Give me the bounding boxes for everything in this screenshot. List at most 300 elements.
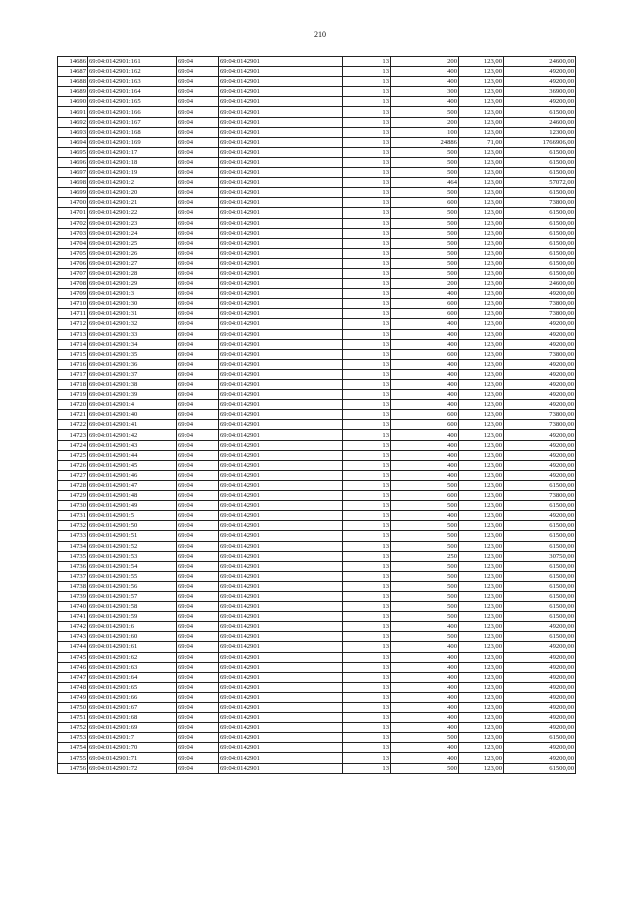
cadastral-value-cell: 49200,00 bbox=[504, 753, 576, 763]
cadastral-block-cell: 69:04:0142901 bbox=[219, 612, 343, 622]
cadastral-number-cell: 69:04:0142901:165 bbox=[88, 97, 177, 107]
group-code-cell: 13 bbox=[343, 319, 391, 329]
specific-value-cell: 123,00 bbox=[459, 743, 504, 753]
area-cell: 600 bbox=[391, 309, 459, 319]
table-row bbox=[58, 460, 576, 470]
cadastral-block-cell: 69:04:0142901 bbox=[219, 77, 343, 87]
area-cell: 400 bbox=[391, 622, 459, 632]
specific-value-cell: 123,00 bbox=[459, 632, 504, 642]
area-cell: 400 bbox=[391, 369, 459, 379]
table-row bbox=[58, 622, 576, 632]
row-number-cell: 14712 bbox=[58, 319, 88, 329]
cadastral-number-cell: 69:04:0142901:6 bbox=[88, 622, 177, 632]
cadastral-block-cell: 69:04:0142901 bbox=[219, 268, 343, 278]
cadastral-block-cell: 69:04:0142901 bbox=[219, 591, 343, 601]
cadastral-value-cell: 73800,00 bbox=[504, 491, 576, 501]
row-number-cell: 14713 bbox=[58, 329, 88, 339]
group-code-cell: 13 bbox=[343, 491, 391, 501]
table-row bbox=[58, 147, 576, 157]
cadastral-number-cell: 69:04:0142901:52 bbox=[88, 541, 177, 551]
row-number-cell: 14724 bbox=[58, 440, 88, 450]
table-row bbox=[58, 188, 576, 198]
row-number-cell: 14699 bbox=[58, 188, 88, 198]
cadastral-block-cell: 69:04:0142901 bbox=[219, 319, 343, 329]
group-code-cell: 13 bbox=[343, 662, 391, 672]
cadastral-number-cell: 69:04:0142901:162 bbox=[88, 67, 177, 77]
cadastral-block-cell: 69:04:0142901 bbox=[219, 228, 343, 238]
table-row bbox=[58, 723, 576, 733]
cadastral-value-cell: 73800,00 bbox=[504, 410, 576, 420]
cadastral-number-cell: 69:04:0142901:41 bbox=[88, 420, 177, 430]
cadastral-value-cell: 49200,00 bbox=[504, 329, 576, 339]
cadastral-number-cell: 69:04:0142901:42 bbox=[88, 430, 177, 440]
area-cell: 300 bbox=[391, 87, 459, 97]
row-number-cell: 14731 bbox=[58, 511, 88, 521]
row-number-cell: 14745 bbox=[58, 652, 88, 662]
specific-value-cell: 123,00 bbox=[459, 672, 504, 682]
cadastral-block-cell: 69:04:0142901 bbox=[219, 511, 343, 521]
cadastral-value-cell: 49200,00 bbox=[504, 400, 576, 410]
table-row bbox=[58, 692, 576, 702]
area-cell: 400 bbox=[391, 319, 459, 329]
cadastral-value-cell: 61500,00 bbox=[504, 561, 576, 571]
specific-value-cell: 123,00 bbox=[459, 460, 504, 470]
cadastral-number-cell: 69:04:0142901:54 bbox=[88, 561, 177, 571]
row-number-cell: 14718 bbox=[58, 380, 88, 390]
group-code-cell: 13 bbox=[343, 208, 391, 218]
group-code-cell: 13 bbox=[343, 460, 391, 470]
specific-value-cell: 123,00 bbox=[459, 763, 504, 773]
cadastral-block-cell: 69:04:0142901 bbox=[219, 289, 343, 299]
specific-value-cell: 123,00 bbox=[459, 470, 504, 480]
area-cell: 500 bbox=[391, 602, 459, 612]
specific-value-cell: 123,00 bbox=[459, 289, 504, 299]
district-code-cell: 69:04 bbox=[177, 238, 219, 248]
table-row bbox=[58, 67, 576, 77]
cadastral-block-cell: 69:04:0142901 bbox=[219, 450, 343, 460]
cadastral-number-cell: 69:04:0142901:37 bbox=[88, 369, 177, 379]
table-row bbox=[58, 268, 576, 278]
group-code-cell: 13 bbox=[343, 632, 391, 642]
area-cell: 400 bbox=[391, 511, 459, 521]
district-code-cell: 69:04 bbox=[177, 652, 219, 662]
cadastral-block-cell: 69:04:0142901 bbox=[219, 571, 343, 581]
cadastral-block-cell: 69:04:0142901 bbox=[219, 713, 343, 723]
cadastral-value-cell: 61500,00 bbox=[504, 541, 576, 551]
cadastral-number-cell: 69:04:0142901:56 bbox=[88, 581, 177, 591]
area-cell: 400 bbox=[391, 470, 459, 480]
table-row bbox=[58, 733, 576, 743]
cadastral-block-cell: 69:04:0142901 bbox=[219, 501, 343, 511]
row-number-cell: 14723 bbox=[58, 430, 88, 440]
specific-value-cell: 123,00 bbox=[459, 541, 504, 551]
district-code-cell: 69:04 bbox=[177, 743, 219, 753]
cadastral-value-cell: 49200,00 bbox=[504, 470, 576, 480]
cadastral-number-cell: 69:04:0142901:163 bbox=[88, 77, 177, 87]
row-number-cell: 14750 bbox=[58, 703, 88, 713]
cadastral-number-cell: 69:04:0142901:53 bbox=[88, 551, 177, 561]
district-code-cell: 69:04 bbox=[177, 703, 219, 713]
table-row bbox=[58, 369, 576, 379]
district-code-cell: 69:04 bbox=[177, 460, 219, 470]
table-row bbox=[58, 713, 576, 723]
district-code-cell: 69:04 bbox=[177, 440, 219, 450]
group-code-cell: 13 bbox=[343, 329, 391, 339]
cadastral-number-cell: 69:04:0142901:34 bbox=[88, 339, 177, 349]
row-number-cell: 14730 bbox=[58, 501, 88, 511]
district-code-cell: 69:04 bbox=[177, 521, 219, 531]
group-code-cell: 13 bbox=[343, 248, 391, 258]
cadastral-number-cell: 69:04:0142901:72 bbox=[88, 763, 177, 773]
cadastral-value-cell: 49200,00 bbox=[504, 713, 576, 723]
row-number-cell: 14725 bbox=[58, 450, 88, 460]
specific-value-cell: 123,00 bbox=[459, 248, 504, 258]
group-code-cell: 13 bbox=[343, 107, 391, 117]
district-code-cell: 69:04 bbox=[177, 561, 219, 571]
row-number-cell: 14686 bbox=[58, 57, 88, 67]
cadastral-value-cell: 12300,00 bbox=[504, 127, 576, 137]
cadastral-value-cell: 49200,00 bbox=[504, 652, 576, 662]
cadastral-value-cell: 24600,00 bbox=[504, 57, 576, 67]
specific-value-cell: 123,00 bbox=[459, 723, 504, 733]
area-cell: 400 bbox=[391, 289, 459, 299]
table-row bbox=[58, 238, 576, 248]
area-cell: 400 bbox=[391, 390, 459, 400]
cadastral-number-cell: 69:04:0142901:71 bbox=[88, 753, 177, 763]
table-row bbox=[58, 642, 576, 652]
cadastral-number-cell: 69:04:0142901:4 bbox=[88, 400, 177, 410]
table-row bbox=[58, 682, 576, 692]
table-row bbox=[58, 470, 576, 480]
group-code-cell: 13 bbox=[343, 551, 391, 561]
row-number-cell: 14722 bbox=[58, 420, 88, 430]
cadastral-block-cell: 69:04:0142901 bbox=[219, 642, 343, 652]
table-row bbox=[58, 57, 576, 67]
area-cell: 500 bbox=[391, 157, 459, 167]
specific-value-cell: 123,00 bbox=[459, 612, 504, 622]
district-code-cell: 69:04 bbox=[177, 218, 219, 228]
cadastral-block-cell: 69:04:0142901 bbox=[219, 339, 343, 349]
cadastral-number-cell: 69:04:0142901:49 bbox=[88, 501, 177, 511]
cadastral-number-cell: 69:04:0142901:7 bbox=[88, 733, 177, 743]
cadastral-value-cell: 49200,00 bbox=[504, 743, 576, 753]
area-cell: 400 bbox=[391, 440, 459, 450]
area-cell: 500 bbox=[391, 218, 459, 228]
area-cell: 600 bbox=[391, 420, 459, 430]
specific-value-cell: 123,00 bbox=[459, 571, 504, 581]
cadastral-value-cell: 49200,00 bbox=[504, 622, 576, 632]
specific-value-cell: 123,00 bbox=[459, 652, 504, 662]
group-code-cell: 13 bbox=[343, 400, 391, 410]
group-code-cell: 13 bbox=[343, 349, 391, 359]
cadastral-number-cell: 69:04:0142901:51 bbox=[88, 531, 177, 541]
cadastral-block-cell: 69:04:0142901 bbox=[219, 299, 343, 309]
cadastral-block-cell: 69:04:0142901 bbox=[219, 137, 343, 147]
row-number-cell: 14747 bbox=[58, 672, 88, 682]
table-row bbox=[58, 652, 576, 662]
cadastral-value-cell: 49200,00 bbox=[504, 319, 576, 329]
area-cell: 600 bbox=[391, 491, 459, 501]
district-code-cell: 69:04 bbox=[177, 430, 219, 440]
group-code-cell: 13 bbox=[343, 339, 391, 349]
area-cell: 400 bbox=[391, 642, 459, 652]
specific-value-cell: 123,00 bbox=[459, 430, 504, 440]
table-row bbox=[58, 309, 576, 319]
specific-value-cell: 123,00 bbox=[459, 713, 504, 723]
district-code-cell: 69:04 bbox=[177, 248, 219, 258]
table-row bbox=[58, 157, 576, 167]
row-number-cell: 14732 bbox=[58, 521, 88, 531]
table-row bbox=[58, 511, 576, 521]
row-number-cell: 14715 bbox=[58, 349, 88, 359]
table-row bbox=[58, 218, 576, 228]
area-cell: 464 bbox=[391, 178, 459, 188]
cadastral-block-cell: 69:04:0142901 bbox=[219, 400, 343, 410]
cadastral-number-cell: 69:04:0142901:60 bbox=[88, 632, 177, 642]
district-code-cell: 69:04 bbox=[177, 390, 219, 400]
area-cell: 400 bbox=[391, 753, 459, 763]
specific-value-cell: 123,00 bbox=[459, 622, 504, 632]
area-cell: 600 bbox=[391, 349, 459, 359]
row-number-cell: 14728 bbox=[58, 480, 88, 490]
area-cell: 500 bbox=[391, 763, 459, 773]
group-code-cell: 13 bbox=[343, 127, 391, 137]
area-cell: 200 bbox=[391, 57, 459, 67]
district-code-cell: 69:04 bbox=[177, 622, 219, 632]
cadastral-number-cell: 69:04:0142901:3 bbox=[88, 289, 177, 299]
district-code-cell: 69:04 bbox=[177, 319, 219, 329]
row-number-cell: 14754 bbox=[58, 743, 88, 753]
cadastral-value-cell: 49200,00 bbox=[504, 692, 576, 702]
cadastral-number-cell: 69:04:0142901:26 bbox=[88, 248, 177, 258]
table-row bbox=[58, 107, 576, 117]
area-cell: 400 bbox=[391, 723, 459, 733]
cadastral-value-cell: 73800,00 bbox=[504, 299, 576, 309]
cadastral-value-cell: 61500,00 bbox=[504, 612, 576, 622]
specific-value-cell: 123,00 bbox=[459, 67, 504, 77]
cadastral-block-cell: 69:04:0142901 bbox=[219, 57, 343, 67]
table-row bbox=[58, 410, 576, 420]
table-row bbox=[58, 561, 576, 571]
cadastral-number-cell: 69:04:0142901:50 bbox=[88, 521, 177, 531]
cadastral-value-cell: 61500,00 bbox=[504, 531, 576, 541]
group-code-cell: 13 bbox=[343, 117, 391, 127]
district-code-cell: 69:04 bbox=[177, 662, 219, 672]
cadastral-number-cell: 69:04:0142901:70 bbox=[88, 743, 177, 753]
district-code-cell: 69:04 bbox=[177, 713, 219, 723]
cadastral-number-cell: 69:04:0142901:27 bbox=[88, 258, 177, 268]
district-code-cell: 69:04 bbox=[177, 531, 219, 541]
table-row bbox=[58, 329, 576, 339]
district-code-cell: 69:04 bbox=[177, 733, 219, 743]
district-code-cell: 69:04 bbox=[177, 279, 219, 289]
district-code-cell: 69:04 bbox=[177, 723, 219, 733]
group-code-cell: 13 bbox=[343, 723, 391, 733]
district-code-cell: 69:04 bbox=[177, 289, 219, 299]
area-cell: 400 bbox=[391, 359, 459, 369]
group-code-cell: 13 bbox=[343, 137, 391, 147]
row-number-cell: 14740 bbox=[58, 602, 88, 612]
cadastral-value-cell: 73800,00 bbox=[504, 198, 576, 208]
group-code-cell: 13 bbox=[343, 430, 391, 440]
specific-value-cell: 123,00 bbox=[459, 682, 504, 692]
district-code-cell: 69:04 bbox=[177, 67, 219, 77]
district-code-cell: 69:04 bbox=[177, 157, 219, 167]
district-code-cell: 69:04 bbox=[177, 682, 219, 692]
area-cell: 400 bbox=[391, 682, 459, 692]
cadastral-block-cell: 69:04:0142901 bbox=[219, 198, 343, 208]
group-code-cell: 13 bbox=[343, 268, 391, 278]
area-cell: 500 bbox=[391, 228, 459, 238]
specific-value-cell: 123,00 bbox=[459, 420, 504, 430]
table-row bbox=[58, 319, 576, 329]
district-code-cell: 69:04 bbox=[177, 410, 219, 420]
row-number-cell: 14691 bbox=[58, 107, 88, 117]
group-code-cell: 13 bbox=[343, 178, 391, 188]
cadastral-value-cell: 24600,00 bbox=[504, 279, 576, 289]
table-row bbox=[58, 581, 576, 591]
specific-value-cell: 71,00 bbox=[459, 137, 504, 147]
table-row bbox=[58, 198, 576, 208]
specific-value-cell: 123,00 bbox=[459, 279, 504, 289]
area-cell: 600 bbox=[391, 198, 459, 208]
cadastral-value-cell: 61500,00 bbox=[504, 238, 576, 248]
cadastral-block-cell: 69:04:0142901 bbox=[219, 460, 343, 470]
group-code-cell: 13 bbox=[343, 410, 391, 420]
row-number-cell: 14721 bbox=[58, 410, 88, 420]
cadastral-value-cell: 49200,00 bbox=[504, 450, 576, 460]
district-code-cell: 69:04 bbox=[177, 97, 219, 107]
district-code-cell: 69:04 bbox=[177, 188, 219, 198]
area-cell: 500 bbox=[391, 733, 459, 743]
row-number-cell: 14736 bbox=[58, 561, 88, 571]
group-code-cell: 13 bbox=[343, 228, 391, 238]
group-code-cell: 13 bbox=[343, 713, 391, 723]
cadastral-block-cell: 69:04:0142901 bbox=[219, 147, 343, 157]
cadastral-value-cell: 61500,00 bbox=[504, 763, 576, 773]
specific-value-cell: 123,00 bbox=[459, 602, 504, 612]
group-code-cell: 13 bbox=[343, 57, 391, 67]
table-row bbox=[58, 168, 576, 178]
cadastral-value-table bbox=[57, 56, 576, 774]
row-number-cell: 14744 bbox=[58, 642, 88, 652]
area-cell: 500 bbox=[391, 571, 459, 581]
district-code-cell: 69:04 bbox=[177, 400, 219, 410]
group-code-cell: 13 bbox=[343, 511, 391, 521]
specific-value-cell: 123,00 bbox=[459, 642, 504, 652]
specific-value-cell: 123,00 bbox=[459, 208, 504, 218]
table-row bbox=[58, 541, 576, 551]
row-number-cell: 14702 bbox=[58, 218, 88, 228]
area-cell: 500 bbox=[391, 521, 459, 531]
cadastral-value-cell: 73800,00 bbox=[504, 309, 576, 319]
cadastral-number-cell: 69:04:0142901:5 bbox=[88, 511, 177, 521]
cadastral-number-cell: 69:04:0142901:58 bbox=[88, 602, 177, 612]
area-cell: 500 bbox=[391, 147, 459, 157]
specific-value-cell: 123,00 bbox=[459, 440, 504, 450]
row-number-cell: 14716 bbox=[58, 359, 88, 369]
district-code-cell: 69:04 bbox=[177, 198, 219, 208]
area-cell: 100 bbox=[391, 127, 459, 137]
area-cell: 400 bbox=[391, 380, 459, 390]
group-code-cell: 13 bbox=[343, 733, 391, 743]
table-row bbox=[58, 339, 576, 349]
table-row bbox=[58, 501, 576, 511]
cadastral-block-cell: 69:04:0142901 bbox=[219, 763, 343, 773]
cadastral-block-cell: 69:04:0142901 bbox=[219, 67, 343, 77]
cadastral-value-cell: 61500,00 bbox=[504, 147, 576, 157]
specific-value-cell: 123,00 bbox=[459, 339, 504, 349]
row-number-cell: 14727 bbox=[58, 470, 88, 480]
group-code-cell: 13 bbox=[343, 501, 391, 511]
row-number-cell: 14726 bbox=[58, 460, 88, 470]
row-number-cell: 14743 bbox=[58, 632, 88, 642]
table-row bbox=[58, 602, 576, 612]
cadastral-number-cell: 69:04:0142901:19 bbox=[88, 168, 177, 178]
cadastral-block-cell: 69:04:0142901 bbox=[219, 248, 343, 258]
area-cell: 500 bbox=[391, 632, 459, 642]
cadastral-value-cell: 61500,00 bbox=[504, 591, 576, 601]
district-code-cell: 69:04 bbox=[177, 591, 219, 601]
row-number-cell: 14741 bbox=[58, 612, 88, 622]
district-code-cell: 69:04 bbox=[177, 349, 219, 359]
cadastral-block-cell: 69:04:0142901 bbox=[219, 157, 343, 167]
area-cell: 400 bbox=[391, 692, 459, 702]
table-row bbox=[58, 430, 576, 440]
group-code-cell: 13 bbox=[343, 470, 391, 480]
cadastral-block-cell: 69:04:0142901 bbox=[219, 359, 343, 369]
district-code-cell: 69:04 bbox=[177, 632, 219, 642]
row-number-cell: 14749 bbox=[58, 692, 88, 702]
cadastral-block-cell: 69:04:0142901 bbox=[219, 208, 343, 218]
specific-value-cell: 123,00 bbox=[459, 733, 504, 743]
table-row bbox=[58, 87, 576, 97]
specific-value-cell: 123,00 bbox=[459, 359, 504, 369]
table-row bbox=[58, 480, 576, 490]
group-code-cell: 13 bbox=[343, 612, 391, 622]
cadastral-number-cell: 69:04:0142901:164 bbox=[88, 87, 177, 97]
group-code-cell: 13 bbox=[343, 390, 391, 400]
district-code-cell: 69:04 bbox=[177, 339, 219, 349]
cadastral-number-cell: 69:04:0142901:40 bbox=[88, 410, 177, 420]
cadastral-number-cell: 69:04:0142901:29 bbox=[88, 279, 177, 289]
table-row bbox=[58, 380, 576, 390]
cadastral-block-cell: 69:04:0142901 bbox=[219, 309, 343, 319]
cadastral-block-cell: 69:04:0142901 bbox=[219, 329, 343, 339]
area-cell: 400 bbox=[391, 713, 459, 723]
table-row bbox=[58, 349, 576, 359]
specific-value-cell: 123,00 bbox=[459, 480, 504, 490]
table-row bbox=[58, 248, 576, 258]
table-row bbox=[58, 289, 576, 299]
cadastral-block-cell: 69:04:0142901 bbox=[219, 581, 343, 591]
row-number-cell: 14706 bbox=[58, 258, 88, 268]
table-row bbox=[58, 753, 576, 763]
table-row bbox=[58, 97, 576, 107]
cadastral-block-cell: 69:04:0142901 bbox=[219, 561, 343, 571]
cadastral-value-cell: 61500,00 bbox=[504, 602, 576, 612]
specific-value-cell: 123,00 bbox=[459, 501, 504, 511]
group-code-cell: 13 bbox=[343, 309, 391, 319]
row-number-cell: 14735 bbox=[58, 551, 88, 561]
specific-value-cell: 123,00 bbox=[459, 531, 504, 541]
cadastral-value-cell: 49200,00 bbox=[504, 67, 576, 77]
area-cell: 500 bbox=[391, 581, 459, 591]
cadastral-value-cell: 49200,00 bbox=[504, 682, 576, 692]
area-cell: 400 bbox=[391, 662, 459, 672]
area-cell: 24886 bbox=[391, 137, 459, 147]
cadastral-number-cell: 69:04:0142901:18 bbox=[88, 157, 177, 167]
